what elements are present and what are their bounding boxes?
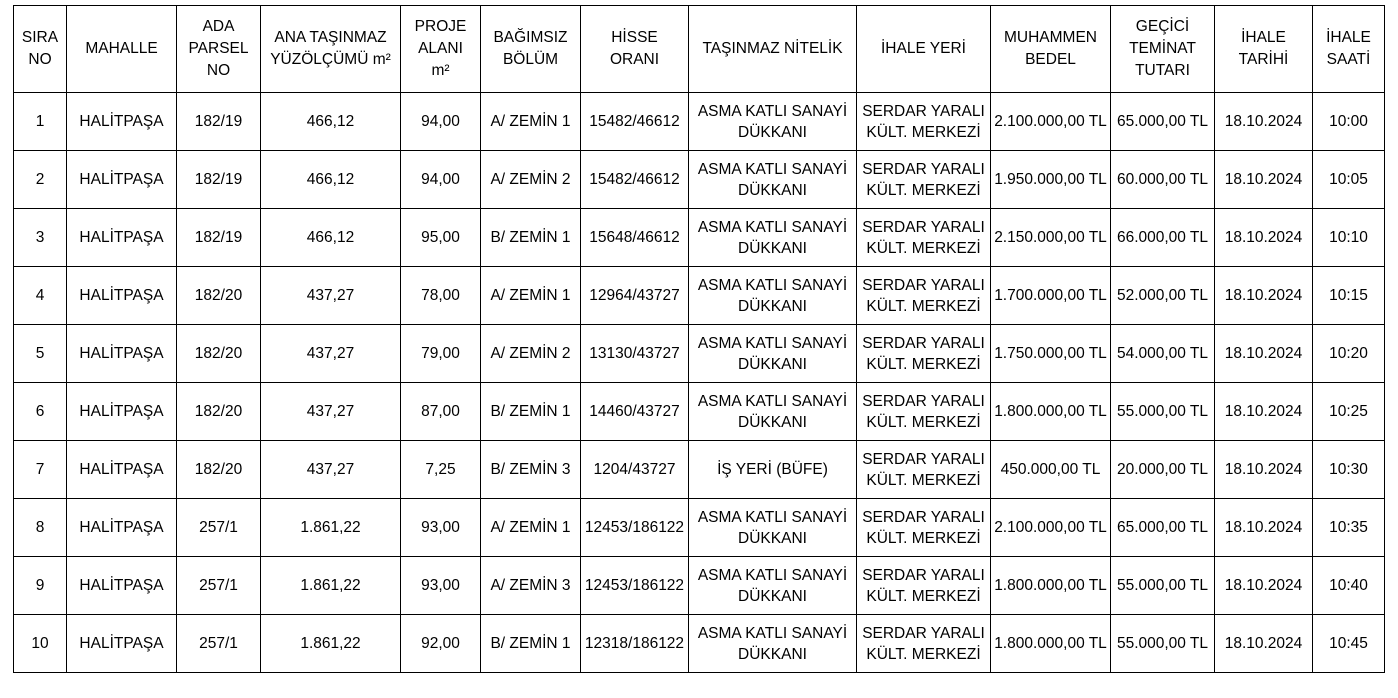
header-tasinmaz-nitelik: TAŞINMAZ NİTELİK — [689, 6, 857, 93]
cell-gecici-teminat: 55.000,00 TL — [1111, 557, 1215, 615]
cell-hisse-orani: 12964/43727 — [581, 267, 689, 325]
cell-muhammen-bedel: 1.800.000,00 TL — [991, 383, 1111, 441]
cell-mahalle: HALİTPAŞA — [67, 557, 177, 615]
cell-yuzolcumu: 437,27 — [261, 267, 401, 325]
table-row — [14, 383, 1385, 441]
cell-ihale-tarihi: 18.10.2024 — [1215, 93, 1313, 151]
cell-tasinmaz-nitelik: ASMA KATLI SANAYİ DÜKKANI — [689, 93, 857, 151]
header-bagimsiz-bolum: BAĞIMSIZ BÖLÜM — [481, 6, 581, 93]
header-proje-alani: PROJE ALANI m² — [401, 6, 481, 93]
cell-tasinmaz-nitelik: ASMA KATLI SANAYİ DÜKKANI — [689, 557, 857, 615]
cell-ada-parsel: 182/20 — [177, 325, 261, 383]
cell-ihale-tarihi: 18.10.2024 — [1215, 441, 1313, 499]
cell-proje-alani: 93,00 — [401, 557, 481, 615]
cell-ihale-yeri: SERDAR YARALI KÜLT. MERKEZİ — [857, 615, 991, 673]
header-muhammen-bedel: MUHAMMEN BEDEL — [991, 6, 1111, 93]
header-ihale-tarihi: İHALE TARİHİ — [1215, 6, 1313, 93]
cell-ada-parsel: 182/19 — [177, 209, 261, 267]
cell-gecici-teminat: 65.000,00 TL — [1111, 93, 1215, 151]
cell-sira-no: 1 — [14, 93, 67, 151]
cell-mahalle: HALİTPAŞA — [67, 383, 177, 441]
cell-gecici-teminat: 66.000,00 TL — [1111, 209, 1215, 267]
cell-mahalle: HALİTPAŞA — [67, 151, 177, 209]
table-row — [14, 267, 1385, 325]
table-row — [14, 209, 1385, 267]
cell-ihale-yeri: SERDAR YARALI KÜLT. MERKEZİ — [857, 499, 991, 557]
cell-mahalle: HALİTPAŞA — [67, 325, 177, 383]
cell-muhammen-bedel: 1.800.000,00 TL — [991, 615, 1111, 673]
cell-bagimsiz-bolum: A/ ZEMİN 2 — [481, 325, 581, 383]
table-row — [14, 615, 1385, 673]
cell-muhammen-bedel: 2.150.000,00 TL — [991, 209, 1111, 267]
cell-muhammen-bedel: 2.100.000,00 TL — [991, 93, 1111, 151]
cell-bagimsiz-bolum: B/ ZEMİN 1 — [481, 383, 581, 441]
cell-ada-parsel: 257/1 — [177, 615, 261, 673]
cell-ada-parsel: 182/20 — [177, 383, 261, 441]
cell-sira-no: 7 — [14, 441, 67, 499]
cell-tasinmaz-nitelik: ASMA KATLI SANAYİ DÜKKANI — [689, 499, 857, 557]
cell-ihale-yeri: SERDAR YARALI KÜLT. MERKEZİ — [857, 93, 991, 151]
cell-ihale-tarihi: 18.10.2024 — [1215, 209, 1313, 267]
cell-sira-no: 5 — [14, 325, 67, 383]
cell-ada-parsel: 182/19 — [177, 93, 261, 151]
cell-yuzolcumu: 466,12 — [261, 209, 401, 267]
cell-bagimsiz-bolum: B/ ZEMİN 1 — [481, 209, 581, 267]
cell-ihale-tarihi: 18.10.2024 — [1215, 267, 1313, 325]
table-row — [14, 151, 1385, 209]
cell-ihale-saati: 10:10 — [1313, 209, 1385, 267]
cell-sira-no: 10 — [14, 615, 67, 673]
cell-ihale-yeri: SERDAR YARALI KÜLT. MERKEZİ — [857, 325, 991, 383]
cell-bagimsiz-bolum: B/ ZEMİN 3 — [481, 441, 581, 499]
cell-mahalle: HALİTPAŞA — [67, 267, 177, 325]
cell-proje-alani: 7,25 — [401, 441, 481, 499]
cell-yuzolcumu: 466,12 — [261, 151, 401, 209]
cell-gecici-teminat: 55.000,00 TL — [1111, 383, 1215, 441]
cell-muhammen-bedel: 2.100.000,00 TL — [991, 499, 1111, 557]
cell-tasinmaz-nitelik: ASMA KATLI SANAYİ DÜKKANI — [689, 325, 857, 383]
cell-sira-no: 8 — [14, 499, 67, 557]
cell-tasinmaz-nitelik: ASMA KATLI SANAYİ DÜKKANI — [689, 267, 857, 325]
cell-ada-parsel: 257/1 — [177, 557, 261, 615]
cell-mahalle: HALİTPAŞA — [67, 441, 177, 499]
cell-hisse-orani: 1204/43727 — [581, 441, 689, 499]
cell-ihale-yeri: SERDAR YARALI KÜLT. MERKEZİ — [857, 151, 991, 209]
cell-ihale-tarihi: 18.10.2024 — [1215, 615, 1313, 673]
cell-yuzolcumu: 437,27 — [261, 383, 401, 441]
cell-yuzolcumu: 466,12 — [261, 93, 401, 151]
cell-gecici-teminat: 65.000,00 TL — [1111, 499, 1215, 557]
cell-ihale-yeri: SERDAR YARALI KÜLT. MERKEZİ — [857, 209, 991, 267]
cell-sira-no: 6 — [14, 383, 67, 441]
cell-sira-no: 3 — [14, 209, 67, 267]
cell-proje-alani: 94,00 — [401, 93, 481, 151]
cell-proje-alani: 93,00 — [401, 499, 481, 557]
cell-gecici-teminat: 60.000,00 TL — [1111, 151, 1215, 209]
header-sira-no: SIRA NO — [14, 6, 67, 93]
cell-bagimsiz-bolum: A/ ZEMİN 3 — [481, 557, 581, 615]
header-ada-parsel-no: ADA PARSEL NO — [177, 6, 261, 93]
header-gecici-teminat: GEÇİCİ TEMİNAT TUTARI — [1111, 6, 1215, 93]
cell-mahalle: HALİTPAŞA — [67, 93, 177, 151]
cell-proje-alani: 79,00 — [401, 325, 481, 383]
cell-proje-alani: 87,00 — [401, 383, 481, 441]
cell-ihale-saati: 10:45 — [1313, 615, 1385, 673]
cell-bagimsiz-bolum: B/ ZEMİN 1 — [481, 615, 581, 673]
cell-mahalle: HALİTPAŞA — [67, 499, 177, 557]
cell-ihale-tarihi: 18.10.2024 — [1215, 383, 1313, 441]
cell-ihale-saati: 10:35 — [1313, 499, 1385, 557]
cell-gecici-teminat: 55.000,00 TL — [1111, 615, 1215, 673]
cell-mahalle: HALİTPAŞA — [67, 615, 177, 673]
cell-ihale-tarihi: 18.10.2024 — [1215, 325, 1313, 383]
cell-gecici-teminat: 52.000,00 TL — [1111, 267, 1215, 325]
cell-yuzolcumu: 1.861,22 — [261, 557, 401, 615]
cell-sira-no: 4 — [14, 267, 67, 325]
cell-muhammen-bedel: 1.800.000,00 TL — [991, 557, 1111, 615]
cell-mahalle: HALİTPAŞA — [67, 209, 177, 267]
cell-proje-alani: 78,00 — [401, 267, 481, 325]
cell-tasinmaz-nitelik: ASMA KATLI SANAYİ DÜKKANI — [689, 151, 857, 209]
cell-hisse-orani: 12453/186122 — [581, 557, 689, 615]
header-row — [14, 6, 1385, 93]
cell-ihale-saati: 10:25 — [1313, 383, 1385, 441]
cell-ihale-saati: 10:05 — [1313, 151, 1385, 209]
cell-tasinmaz-nitelik: ASMA KATLI SANAYİ DÜKKANI — [689, 383, 857, 441]
cell-hisse-orani: 15482/46612 — [581, 151, 689, 209]
table-row — [14, 93, 1385, 151]
table-body — [14, 93, 1385, 673]
header-ana-tasinmaz: ANA TAŞINMAZ YÜZÖLÇÜMÜ m² — [261, 6, 401, 93]
cell-muhammen-bedel: 1.700.000,00 TL — [991, 267, 1111, 325]
cell-ada-parsel: 182/20 — [177, 441, 261, 499]
cell-hisse-orani: 14460/43727 — [581, 383, 689, 441]
cell-ihale-yeri: SERDAR YARALI KÜLT. MERKEZİ — [857, 441, 991, 499]
cell-hisse-orani: 12453/186122 — [581, 499, 689, 557]
cell-ihale-tarihi: 18.10.2024 — [1215, 151, 1313, 209]
cell-ihale-tarihi: 18.10.2024 — [1215, 499, 1313, 557]
auction-table — [13, 5, 1385, 673]
cell-tasinmaz-nitelik: ASMA KATLI SANAYİ DÜKKANI — [689, 209, 857, 267]
cell-tasinmaz-nitelik: İŞ YERİ (BÜFE) — [689, 441, 857, 499]
cell-proje-alani: 92,00 — [401, 615, 481, 673]
cell-ada-parsel: 182/20 — [177, 267, 261, 325]
cell-yuzolcumu: 437,27 — [261, 325, 401, 383]
cell-bagimsiz-bolum: A/ ZEMİN 1 — [481, 267, 581, 325]
cell-hisse-orani: 15648/46612 — [581, 209, 689, 267]
cell-hisse-orani: 12318/186122 — [581, 615, 689, 673]
cell-ihale-yeri: SERDAR YARALI KÜLT. MERKEZİ — [857, 557, 991, 615]
cell-ihale-yeri: SERDAR YARALI KÜLT. MERKEZİ — [857, 383, 991, 441]
cell-ihale-saati: 10:30 — [1313, 441, 1385, 499]
cell-gecici-teminat: 20.000,00 TL — [1111, 441, 1215, 499]
cell-gecici-teminat: 54.000,00 TL — [1111, 325, 1215, 383]
table-row — [14, 499, 1385, 557]
header-ihale-saati: İHALE SAATİ — [1313, 6, 1385, 93]
cell-ada-parsel: 182/19 — [177, 151, 261, 209]
table-row — [14, 325, 1385, 383]
cell-bagimsiz-bolum: A/ ZEMİN 1 — [481, 93, 581, 151]
cell-bagimsiz-bolum: A/ ZEMİN 2 — [481, 151, 581, 209]
header-ihale-yeri: İHALE YERİ — [857, 6, 991, 93]
cell-tasinmaz-nitelik: ASMA KATLI SANAYİ DÜKKANI — [689, 615, 857, 673]
cell-proje-alani: 95,00 — [401, 209, 481, 267]
cell-muhammen-bedel: 450.000,00 TL — [991, 441, 1111, 499]
cell-sira-no: 2 — [14, 151, 67, 209]
cell-hisse-orani: 15482/46612 — [581, 93, 689, 151]
cell-yuzolcumu: 1.861,22 — [261, 499, 401, 557]
cell-ihale-saati: 10:20 — [1313, 325, 1385, 383]
cell-bagimsiz-bolum: A/ ZEMİN 1 — [481, 499, 581, 557]
cell-ihale-saati: 10:15 — [1313, 267, 1385, 325]
cell-ihale-tarihi: 18.10.2024 — [1215, 557, 1313, 615]
table-row — [14, 441, 1385, 499]
cell-hisse-orani: 13130/43727 — [581, 325, 689, 383]
cell-yuzolcumu: 437,27 — [261, 441, 401, 499]
cell-sira-no: 9 — [14, 557, 67, 615]
cell-ada-parsel: 257/1 — [177, 499, 261, 557]
table-row — [14, 557, 1385, 615]
cell-muhammen-bedel: 1.750.000,00 TL — [991, 325, 1111, 383]
cell-proje-alani: 94,00 — [401, 151, 481, 209]
cell-ihale-saati: 10:40 — [1313, 557, 1385, 615]
header-mahalle: MAHALLE — [67, 6, 177, 93]
header-hisse-orani: HİSSE ORANI — [581, 6, 689, 93]
cell-yuzolcumu: 1.861,22 — [261, 615, 401, 673]
cell-ihale-saati: 10:00 — [1313, 93, 1385, 151]
cell-ihale-yeri: SERDAR YARALI KÜLT. MERKEZİ — [857, 267, 991, 325]
cell-muhammen-bedel: 1.950.000,00 TL — [991, 151, 1111, 209]
